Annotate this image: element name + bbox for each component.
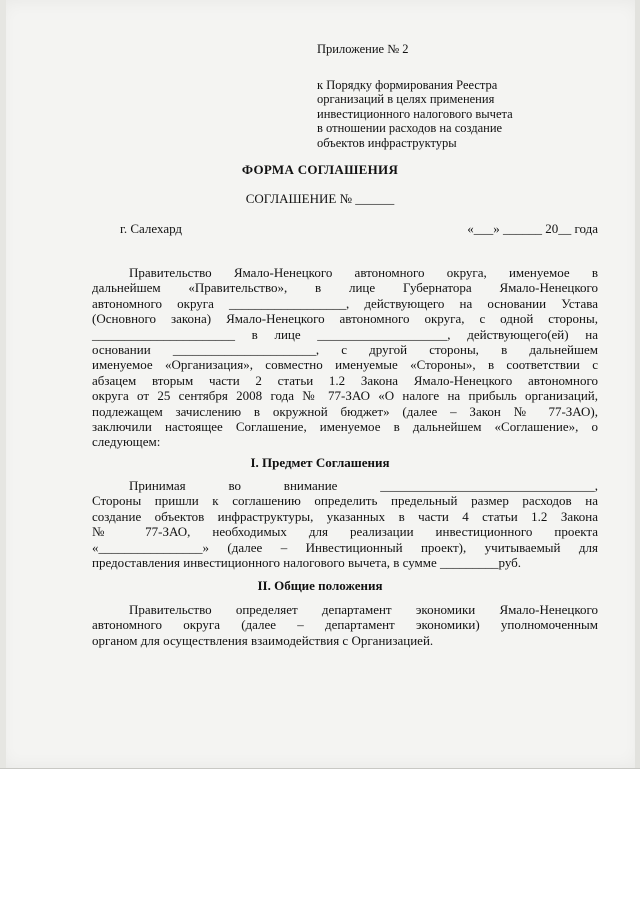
text-line: подлежащем зачислению в окружной бюджет» (далее – Закон № 77-ЗАО), [92, 403, 598, 419]
text-line: основании ______________________, с другой стороны, в дальнейшем [92, 342, 598, 358]
text-line: создание объектов инфраструктуры, указанных в части 4 статьи 1.2 Закона [92, 508, 598, 524]
date-line: «___» ______ 20__ года [467, 221, 598, 236]
blank-area [0, 769, 640, 905]
text-line: «________________» (далее – Инвестиционный проект), учитываемый для [92, 539, 598, 555]
form-title: ФОРМА СОГЛАШЕНИЯ [241, 162, 399, 177]
text-line: ______________________ в лице ____________________, действующего(ей) на [92, 326, 598, 342]
text-line: Стороны пришли к соглашению определить предельный размер расходов на [92, 493, 598, 509]
text-line: заключили настоящее Соглашение, именуемое в дальнейшем «Соглашение», о [92, 419, 598, 435]
text-line: автономного округа (далее – департамент экономики) уполномоченным [92, 617, 598, 633]
text-line: (Основного закона) Ямало-Ненецкого автономного округа, с одной стороны, [92, 311, 598, 327]
text-line: № 77-ЗАО, необходимых для реализации инвестиционного проекта [92, 524, 598, 540]
appendix-line: к Порядку формирования Реестра [317, 77, 498, 92]
text-line: Правительство Ямало-Ненецкого автономного округа, именуемое в [129, 265, 598, 280]
appendix-line: организаций в целях применения [317, 92, 495, 106]
appendix-block [317, 42, 577, 150]
section-2-title: II. Общие положения [257, 578, 383, 593]
text-line: следующем: [92, 434, 161, 450]
text-line: автономного округа __________________, действующего на основании Устава [92, 295, 598, 311]
text-line: абзацем вторым части 2 статьи 1.2 Закона Ямало-Ненецкого автономного [92, 372, 598, 388]
text-line: дальнейшем «Правительство», в лице Губернатора Ямало-Ненецкого [92, 280, 598, 296]
text-line: предоставления инвестиционного налогового вычета, в сумме _________руб. [92, 555, 522, 571]
city: г. Салехард [120, 221, 183, 236]
appendix-line: инвестиционного налогового вычета [317, 106, 513, 121]
text-line: именуемое «Организация», совместно именуемые «Стороны», в соответствии с [92, 357, 598, 373]
appendix-line: в отношении расходов на создание [317, 121, 503, 135]
appendix-number: Приложение № 2 [317, 42, 409, 56]
appendix-line: объектов инфраструктуры [317, 135, 457, 150]
text-line: органом для осуществления взаимодействия с Организацией. [92, 632, 434, 648]
agreement-number: СОГЛАШЕНИЕ № ______ [245, 191, 395, 206]
text-line: Правительство определяет департамент экономики Ямало-Ненецкого [129, 602, 598, 617]
section-2-paragraph [92, 602, 598, 648]
intro-paragraph [92, 265, 598, 450]
section-1-paragraph [92, 478, 598, 570]
section-1-title: I. Предмет Соглашения [250, 455, 390, 470]
text-line: округа от 25 сентября 2008 года № 77-ЗАО «О налоге на прибыль организаций, [92, 388, 598, 404]
text-line: Принимая во внимание _________________________________, [129, 478, 598, 493]
